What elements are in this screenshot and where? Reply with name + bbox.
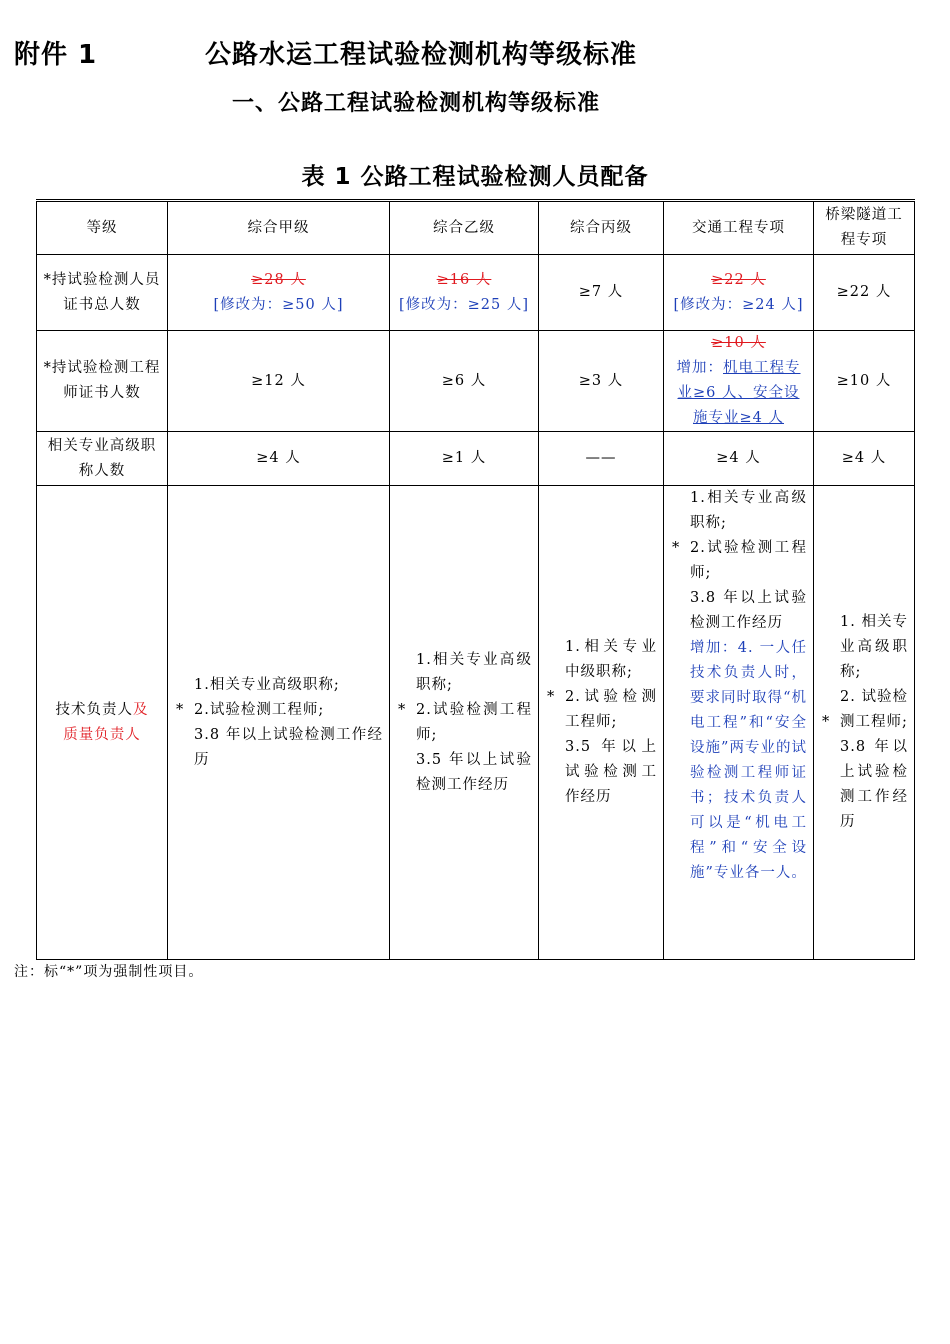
- row-label-tech: [37, 486, 168, 960]
- cell-tech-class-c: [539, 486, 664, 960]
- header-grade: 等级: [37, 201, 168, 255]
- list-item: 3.8 年以上试验检测工作经历: [840, 739, 908, 830]
- list-item: 3.8 年以上试验检测工作经历: [690, 590, 807, 631]
- list-item: 3.8 年以上试验检测工作经历: [194, 726, 383, 768]
- cell-total-class-c: ≥7 人: [539, 255, 664, 331]
- list-item: 1.相关专业高级职称;: [416, 651, 532, 693]
- mandatory-mark: *: [672, 540, 681, 556]
- header-class-c: 综合丙级: [539, 201, 664, 255]
- label-tech-lead: 技术负责人: [55, 701, 133, 718]
- cell-engineer-bridge: ≥10 人: [814, 331, 915, 432]
- document-title: 公路水运工程试验检测机构等级标准: [205, 40, 638, 70]
- label-quality-lead: 质量负责人: [63, 726, 141, 743]
- section-title: 一、公路工程试验检测机构等级标准: [232, 91, 601, 116]
- mandatory-mark: *: [822, 714, 831, 730]
- annex-label: 附件 1: [14, 40, 98, 70]
- row-label-total: *持试验检测人员证书总人数: [37, 255, 168, 331]
- cell-total-bridge: ≥22 人: [814, 255, 915, 331]
- list-item: 1.相关专业中级职称;: [565, 639, 657, 680]
- mandatory-mark: *: [176, 701, 185, 718]
- row-label-senior: 相关专业高级职称人数: [37, 432, 168, 486]
- revised-value: [修改为：≥25 人]: [398, 296, 530, 313]
- cell-tech-traffic: [664, 486, 814, 960]
- cell-engineer-traffic: [664, 331, 814, 432]
- cell-senior-traffic: ≥4 人: [664, 432, 814, 486]
- cell-engineer-class-c: ≥3 人: [539, 331, 664, 432]
- requirement-list: [396, 648, 532, 798]
- deleted-value: ≥22 人: [711, 271, 766, 288]
- mandatory-mark: *: [547, 689, 556, 705]
- header-traffic-special: 交通工程专项: [664, 201, 814, 255]
- deleted-value: ≥28 人: [251, 271, 306, 288]
- list-item: 1. 相关专业高级职称;: [840, 614, 908, 680]
- cell-senior-class-c: ——: [539, 432, 664, 486]
- list-item: 3.5 年以上试验检测工作经历: [416, 751, 532, 793]
- header-bridge-special: 桥梁隧道工程专项: [814, 201, 915, 255]
- cell-tech-class-b: [390, 486, 539, 960]
- cell-total-class-a: [168, 255, 390, 331]
- table-title: 表 1 公路工程试验检测人员配备: [301, 164, 649, 190]
- table-note: 注：标“*”项为强制性项目。: [14, 964, 204, 980]
- row-label-engineer: *持试验检测工程师证书人数: [37, 331, 168, 432]
- table-row: [37, 432, 915, 486]
- revised-value: [修改为：≥24 人]: [673, 296, 804, 313]
- added-body: 机电工程专业≥6 人、安全设施专业≥4 人: [677, 360, 801, 426]
- mandatory-mark: *: [398, 701, 407, 718]
- list-item: 1.相关专业高级职称;: [690, 490, 807, 531]
- list-item: 2.试验检测工程师;: [565, 689, 657, 730]
- added-prefix: 增加：: [676, 360, 723, 376]
- added-requirement: 增加：4. 一人任技术负责人时，要求同时取得“机电工程”和“安全设施”两专业的试验检测工程师证书；技术负责人可以是“机电工程”和“安全设施”专业各一人。: [690, 640, 807, 881]
- cell-senior-class-a: ≥4 人: [168, 432, 390, 486]
- cell-engineer-class-a: ≥12 人: [168, 331, 390, 432]
- cell-senior-class-b: ≥1 人: [390, 432, 539, 486]
- list-item: 3.5 年以上试验检测工作经历: [565, 739, 657, 805]
- requirement-list: [545, 635, 657, 810]
- cell-engineer-class-b: ≥6 人: [390, 331, 539, 432]
- label-and: 及: [133, 701, 149, 718]
- table-row: [37, 486, 915, 960]
- staffing-table: [36, 199, 915, 960]
- revised-value: [修改为：≥50 人]: [213, 296, 344, 313]
- list-item: 1.相关专业高级职称;: [194, 676, 340, 693]
- table-header-row: [37, 201, 915, 255]
- list-item: 2. 试验检测工程师;: [840, 689, 908, 730]
- requirement-list: [820, 610, 908, 835]
- list-item: 2.试验检测工程师;: [416, 701, 532, 743]
- table-row: [37, 331, 915, 432]
- list-item: 2.试验检测工程师;: [194, 701, 325, 718]
- requirement-list: [670, 486, 807, 886]
- cell-senior-bridge: ≥4 人: [814, 432, 915, 486]
- cell-total-traffic: [664, 255, 814, 331]
- table-row: [37, 255, 915, 331]
- header-class-b: 综合乙级: [390, 201, 539, 255]
- deleted-value: ≥16 人: [436, 271, 492, 288]
- list-item: 2.试验检测工程师;: [690, 540, 807, 581]
- cell-tech-bridge: [814, 486, 915, 960]
- added-requirement: [670, 356, 807, 431]
- cell-tech-class-a: [168, 486, 390, 960]
- header-class-a: 综合甲级: [168, 201, 390, 255]
- page-header: [0, 30, 950, 74]
- deleted-value: ≥10 人: [711, 335, 766, 351]
- requirement-list: [174, 673, 383, 773]
- cell-total-class-b: [390, 255, 539, 331]
